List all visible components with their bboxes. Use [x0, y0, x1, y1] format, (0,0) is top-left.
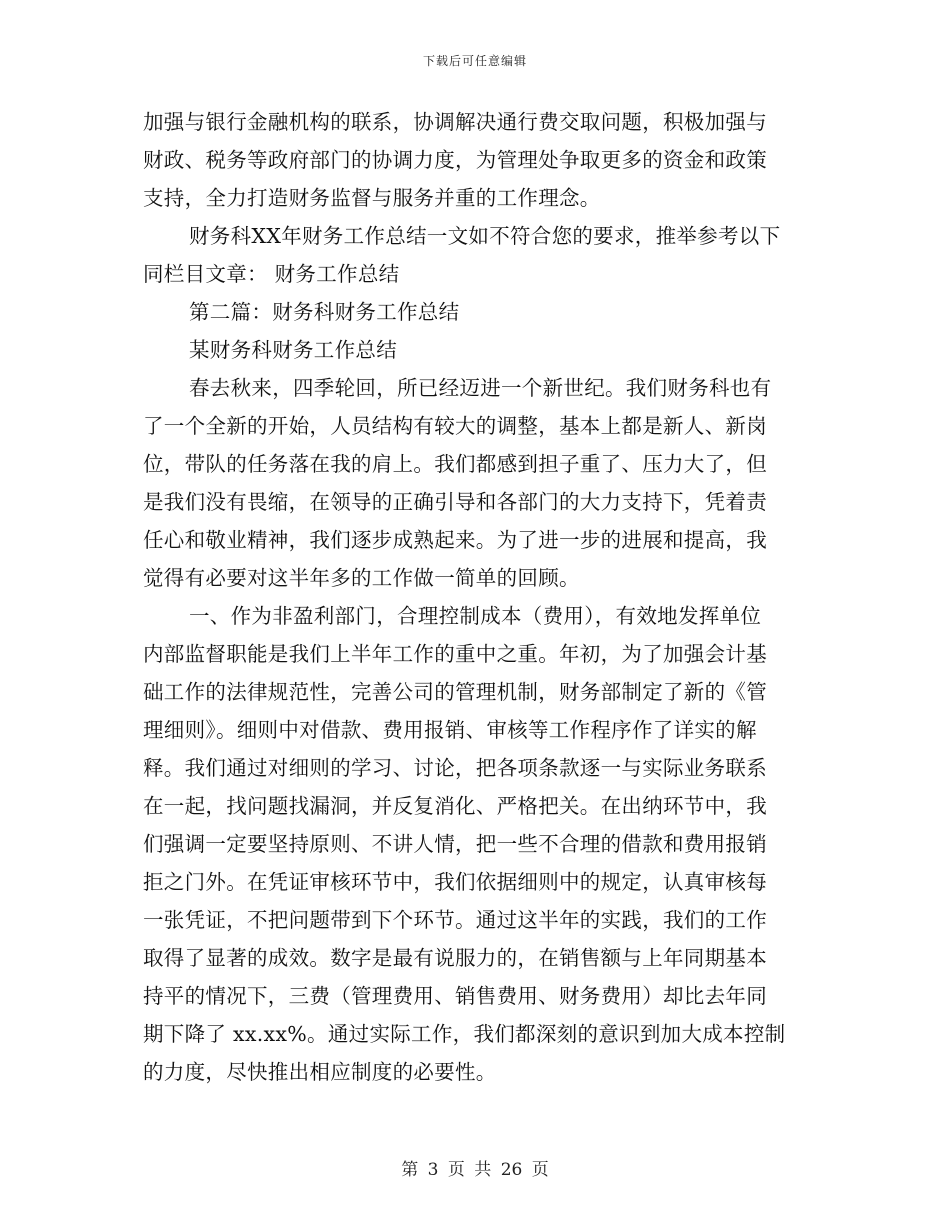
text-line: 一张凭证，不把问题带到下个环节。通过这半年的实践，我们的工作 — [143, 908, 767, 932]
text-line: 础工作的法律规范性，完善公司的管理机制，财务部制定了新的《管 — [143, 680, 767, 704]
text-line: 了一个全新的开始，人员结构有较大的调整，基本上都是新人、新岗 — [143, 414, 767, 438]
text-line: 春去秋来，四季轮回，所已经迈进一个新世纪。我们财务科也有 — [189, 376, 772, 400]
text-line: 加强与银行金融机构的联系，协调解决通行费交取问题，积极加强与 — [143, 110, 767, 134]
text-line: 一、作为非盈利部门，合理控制成本（费用），有效地发挥单位 — [189, 604, 762, 628]
text-line: 是我们没有畏缩，在领导的正确引导和各部门的大力支持下，凭着责 — [143, 490, 767, 514]
text-line: 们强调一定要坚持原则、不讲人情，把一些不合理的借款和费用报销 — [143, 832, 767, 856]
text-line: 拒之门外。在凭证审核环节中，我们依据细则中的规定，认真审核每 — [143, 870, 767, 894]
text-line: 释。我们通过对细则的学习、讨论，把各项条款逐一与实际业务联系 — [143, 756, 767, 780]
document-body — [143, 103, 803, 1091]
text-line: 取得了显著的成效。数字是最有说服力的，在销售额与上年同期基本 — [143, 946, 767, 970]
page-header-note: 下载后可任意编辑 — [422, 54, 527, 68]
section-subheading: 某财务科财务工作总结 — [189, 338, 397, 362]
text-line: 财政、税务等政府部门的协调力度，为管理处争取更多的资金和政策 — [143, 148, 767, 172]
text-line: 持平的情况下，三费（管理费用、销售费用、财务费用）却比去年同 — [143, 984, 767, 1008]
text-line: 在一起，找问题找漏洞，并反复消化、严格把关。在出纳环节中，我 — [143, 794, 767, 818]
page-number-footer: 第 3 页 共 26 页 — [401, 1160, 549, 1180]
section-heading: 第二篇：财务科财务工作总结 — [189, 300, 460, 324]
text-line: 财务科XX年财务工作总结一文如不符合您的要求，推举参考以下 — [189, 224, 781, 248]
text-line: 内部监督职能是我们上半年工作的重中之重。年初，为了加强会计基 — [143, 642, 767, 666]
text-line: 觉得有必要对这半年多的工作做一简单的回顾。 — [143, 566, 580, 590]
text-line: 支持，全力打造财务监督与服务并重的工作理念。 — [143, 186, 601, 210]
text-line: 位，带队的任务落在我的肩上。我们都感到担子重了、压力大了，但 — [143, 452, 767, 476]
text-line: 理细则》。细则中对借款、费用报销、审核等工作程序作了详实的解 — [143, 718, 757, 742]
text-line: 的力度，尽快推出相应制度的必要性。 — [143, 1060, 497, 1084]
text-line: 同栏目文章： 财务工作总结 — [143, 262, 400, 286]
text-line: 任心和敬业精神，我们逐步成熟起来。为了进一步的进展和提高，我 — [143, 528, 767, 552]
text-line: 期下降了 xx.xx%。通过实际工作，我们都深刻的意识到加大成本控制 — [143, 1022, 786, 1046]
